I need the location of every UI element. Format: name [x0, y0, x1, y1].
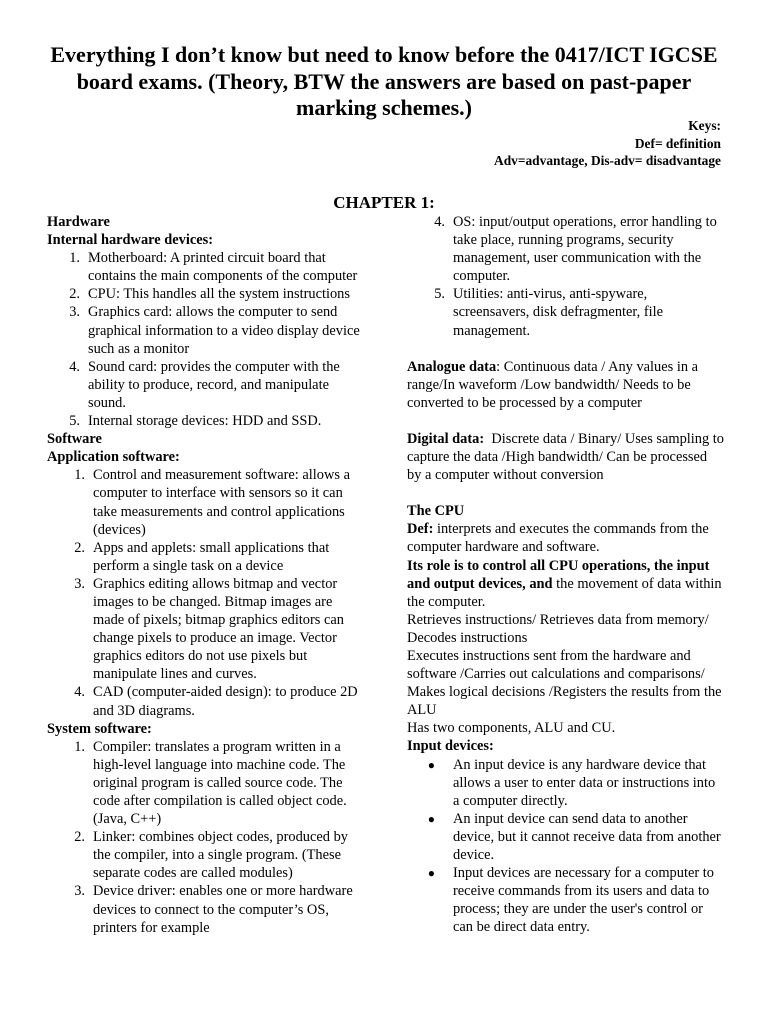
list-item: 3. Device driver: enables one or more hardware devices to connect to the computer’s OS, printers for example	[74, 883, 353, 936]
hardware-heading: Hardware	[47, 214, 110, 230]
list-item: 3. Graphics card: allows the computer to send graphical information to a video display device such as a monitor	[69, 304, 360, 357]
list-item: 4. Sound card: provides the computer with the ability to produce, record, and manipulate sound.	[69, 358, 340, 411]
list-item: 1. Motherboard: A printed circuit board that contains the main components of the computer	[69, 250, 358, 285]
digital-data-paragraph: Digital data: Discrete data / Binary/ Uses sampling to capture the data /High bandwidth/ Can be processed by a computer without conversion	[407, 430, 728, 484]
list-item: 2. Linker: combines object codes, produced by the compiler, into a single program. (These separate codes are called modules)	[74, 829, 348, 882]
chapter-heading: CHAPTER 1:	[333, 193, 435, 212]
keys-def: Def= definition	[634, 135, 721, 151]
cpu-definition: Def: interprets and executes the commands from the computer hardware and software.	[407, 521, 709, 556]
document-title: Everything I don’t know but need to know before the 0417/ICT IGCSE board exams. (Theory, BTW the answers are based on past-paper marking schemes.)	[50, 42, 718, 120]
list-item: 1. Control and measurement software: allows a computer to interface with sensors so it can take measurements and control applications (devices)	[74, 467, 350, 538]
internal-hardware-heading: Internal hardware devices:	[47, 232, 214, 249]
cpu-executes: Executes instructions sent from the hardware and software /Carries out calculations and comparisons/ Makes logical decisions /Registers the results from the ALU	[407, 647, 722, 719]
input-devices-heading: Input devices:	[407, 738, 494, 755]
bullet-icon: ●	[427, 811, 435, 826]
application-software-heading: Application software:	[47, 449, 180, 466]
list-item: ● An input device is any hardware device that allows a user to enter data or instructions into a computer directly.	[407, 756, 725, 810]
system-software-list-continued	[407, 213, 725, 340]
list-item: ● An input device can send data to another device, but it cannot receive data from another device.	[407, 810, 725, 864]
input-devices-list	[407, 756, 725, 937]
cpu-def-label: Def:	[407, 521, 434, 538]
list-item: 2. CPU: This handles all the system instructions	[69, 286, 350, 303]
bullet-icon: ●	[427, 757, 435, 772]
list-item: 5. Internal storage devices: HDD and SSD.	[69, 413, 322, 430]
left-column	[47, 213, 365, 937]
list-item: 2. Apps and applets: small applications that perform a single task on a device	[74, 539, 330, 574]
system-software-list	[47, 738, 365, 937]
analogue-data-label: Analogue data	[407, 358, 497, 375]
list-item: 4. CAD (computer-aided design): to produce 2D and 3D diagrams.	[74, 684, 358, 719]
right-column	[407, 213, 728, 936]
analogue-data-paragraph: Analogue data: Continuous data / Any values in a range/In waveform /Low bandwidth/ Needs to be converted to be processed by a computer	[407, 358, 699, 411]
list-item: 5. Utilities: anti-virus, anti-spyware, screensavers, disk defragmenter, file management.	[434, 286, 663, 339]
cpu-role: Its role is to control all CPU operations, the input and output devices, and the movement of data within the computer.	[407, 557, 722, 610]
keys-adv: Adv=advantage, Dis-adv= disadvantage	[494, 153, 721, 168]
list-item: 4. OS: input/output operations, error handling to take place, running programs, security management, user communication with the computer.	[434, 214, 717, 285]
application-software-list	[47, 466, 365, 719]
bullet-icon: ●	[427, 866, 435, 881]
list-item: 1. Compiler: translates a program written in a high-level language into machine code. The original program is called source code. The code after compilation is called object code. (Java, C++)	[74, 738, 347, 828]
digital-data-label: Digital data:	[407, 430, 485, 447]
list-item: ● Input devices are necessary for a computer to receive commands from its users and data to process; they are under the user's control or can be direct data entry.	[407, 864, 725, 936]
cpu-heading: The CPU	[407, 503, 465, 520]
keys-legend	[494, 117, 721, 170]
cpu-retrieves: Retrieves instructions/ Retrieves data from memory/ Decodes instructions	[407, 611, 709, 646]
software-heading: Software	[47, 431, 102, 448]
internal-hardware-list	[47, 249, 365, 430]
list-item: 3. Graphics editing allows bitmap and vector images to be changed. Bitmap images are made of pixels; bitmap graphics editors can change pixels to produce an image. Vector graphics editors do not use pixels but manipulate lines and curves.	[74, 575, 344, 683]
cpu-components: Has two components, ALU and CU.	[407, 720, 616, 737]
system-software-heading: System software:	[47, 720, 152, 737]
keys-heading: Keys:	[688, 118, 721, 133]
